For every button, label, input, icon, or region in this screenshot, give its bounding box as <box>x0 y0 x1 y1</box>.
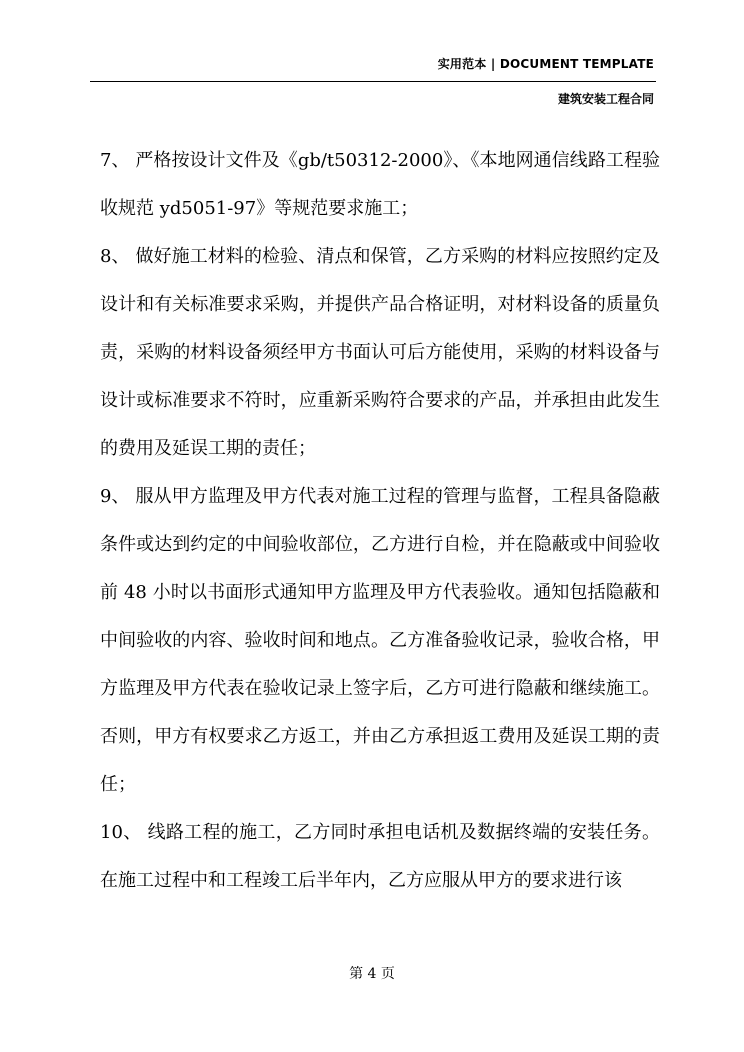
clause-9 <box>100 473 660 809</box>
page-number: 第 4 页 <box>349 966 395 982</box>
header-divider <box>90 81 656 82</box>
header-title: 实用范本 | DOCUMENT TEMPLATE <box>437 57 654 71</box>
clause-number: 9、 <box>100 486 136 507</box>
clause-text: 线路工程的施工，乙方同时承担电话机及数据终端的安装任务。在施工过程中和工程竣工后半年内，乙方应服从甲方的要求进行该 <box>100 822 660 891</box>
clause-number: 7、 <box>100 150 136 171</box>
clause-number: 10、 <box>100 822 148 843</box>
clause-7 <box>100 137 660 233</box>
clause-8 <box>100 233 660 473</box>
clause-text: 严格按设计文件及《gb/t50312-2000》、《本地网通信线路工程验收规范 yd5051-97》等规范要求施工； <box>100 150 660 219</box>
document-body <box>100 137 660 905</box>
document-subtitle: 建筑安装工程合同 <box>557 92 654 106</box>
clause-10 <box>100 809 660 905</box>
clause-text: 做好施工材料的检验、清点和保管，乙方采购的材料应按照约定及设计和有关标准要求采购，并提供产品合格证明，对材料设备的质量负责，采购的材料设备须经甲方书面认可后方能使用，采购的材料设备与设计或标准要求不符时，应重新采购符合要求的产品，并承担由此发生的费用及延误工期的责任； <box>100 246 660 459</box>
clause-text: 服从甲方监理及甲方代表对施工过程的管理与监督，工程具备隐蔽条件或达到约定的中间验收部位，乙方进行自检，并在隐蔽或中间验收前 48 小时以书面形式通知甲方监理及甲方代表验收。通知包括隐蔽和中间验收的内容、验收时间和地点。乙方准备验收记录，验收合格，甲方监理及甲方代表在验收记录上签字后，乙方可进行隐蔽和继续施工。否则，甲方有权要求乙方返工，并由乙方承担返工费用及延误工期的责任； <box>100 486 660 795</box>
clause-number: 8、 <box>100 246 136 267</box>
